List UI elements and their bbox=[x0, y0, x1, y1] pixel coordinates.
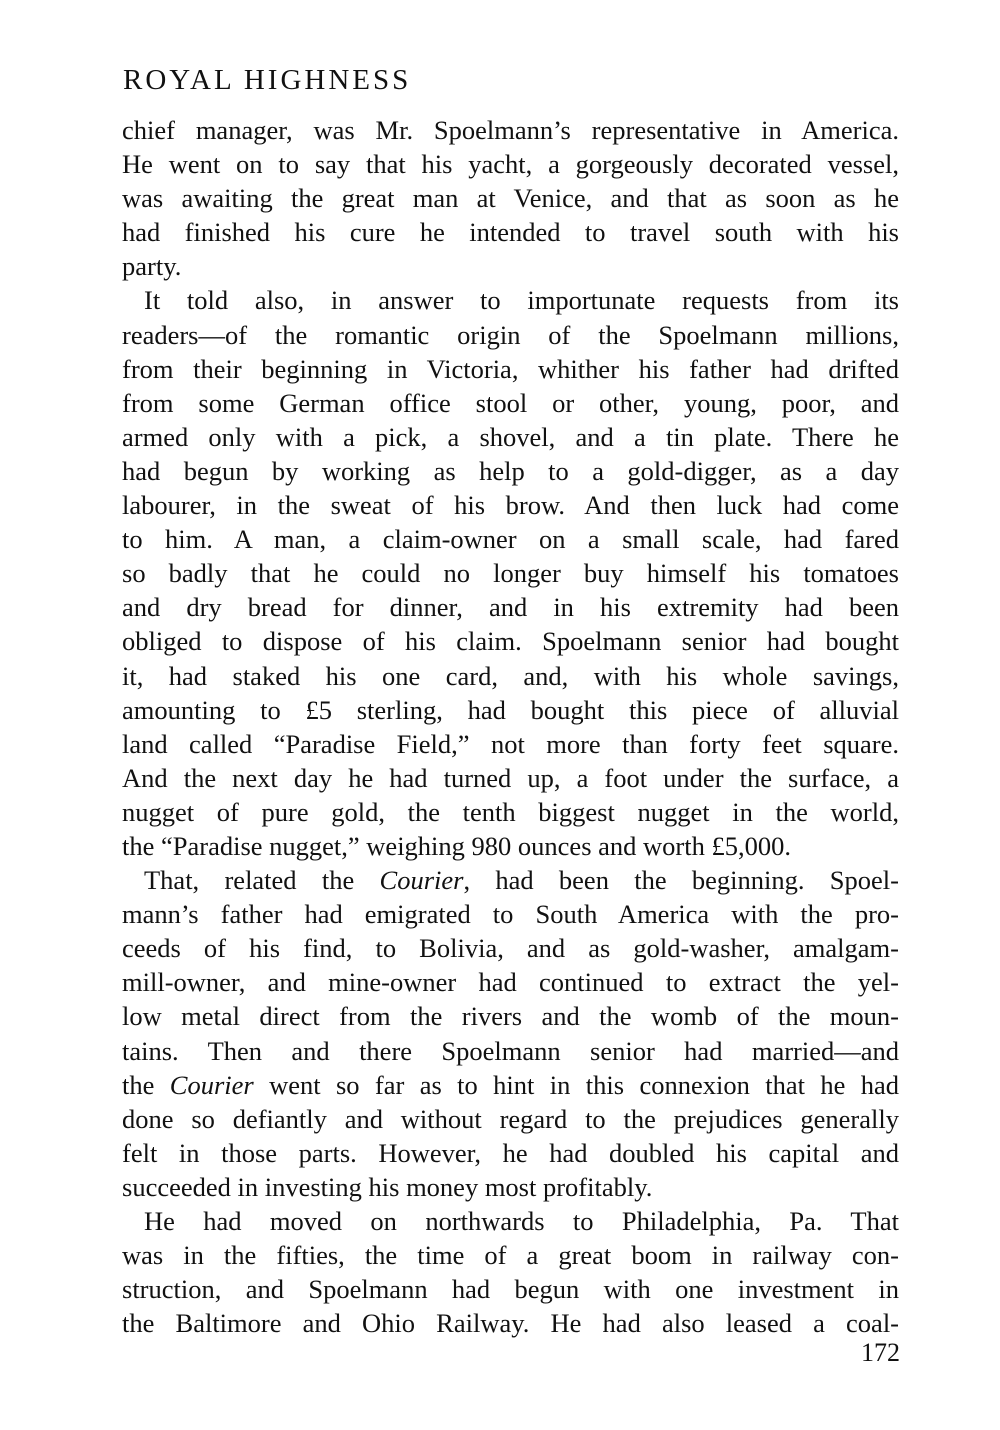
text-line: to him. A man, a claim-owner on a small scale, had fared bbox=[122, 524, 899, 555]
text-line: from their beginning in Victoria, whither his father had drifted bbox=[122, 353, 899, 384]
text-line: nugget of pure gold, the tenth biggest nugget in the world, bbox=[122, 796, 899, 827]
text-line: He went on to say that his yacht, a gorgeously decorated vessel, bbox=[122, 149, 899, 180]
text-line: labourer, in the sweat of his brow. And then luck had come bbox=[122, 490, 899, 521]
text-line: was awaiting the great man at Venice, and that as soon as he bbox=[122, 183, 899, 214]
text-line: It told also, in answer to importunate requests from its bbox=[144, 285, 899, 316]
text-line: obliged to dispose of his claim. Spoelmann senior had bought bbox=[122, 626, 899, 657]
text-line: the Baltimore and Ohio Railway. He had also leased a coal- bbox=[122, 1308, 899, 1339]
text-line: it, had staked his one card, and, with his whole savings, bbox=[122, 660, 899, 691]
running-head: ROYAL HIGHNESS bbox=[123, 64, 412, 96]
text-line: struction, and Spoelmann had begun with one investment in bbox=[122, 1274, 899, 1305]
text-line: was in the fifties, the time of a great boom in railway con- bbox=[122, 1240, 899, 1271]
text-line: land called “Paradise Field,” not more than forty feet square. bbox=[122, 728, 899, 759]
italic-title: Courier bbox=[379, 865, 464, 896]
text-segment: the bbox=[122, 1069, 170, 1100]
text-line: from some German office stool or other, young, poor, and bbox=[122, 387, 899, 418]
text-line: and dry bread for dinner, and in his extremity had been bbox=[122, 592, 899, 623]
text-line: amounting to £5 sterling, had bought this piece of alluvial bbox=[122, 694, 899, 725]
text-line: done so defiantly and without regard to the prejudices generally bbox=[122, 1103, 899, 1134]
text-segment: That, related the bbox=[144, 865, 380, 896]
text-line: the “Paradise nugget,” weighing 980 ounces and worth £5,000. bbox=[122, 830, 791, 861]
paragraph bbox=[122, 283, 899, 863]
text-line bbox=[122, 1068, 899, 1102]
text-line: felt in those parts. However, he had doubled his capital and bbox=[122, 1137, 899, 1168]
body-text bbox=[122, 113, 899, 1340]
text-line: And the next day he had turned up, a foot under the surface, a bbox=[122, 762, 899, 793]
text-line: armed only with a pick, a shovel, and a tin plate. There he bbox=[122, 421, 899, 452]
text-line: succeeded in investing his money most profitably. bbox=[122, 1171, 653, 1202]
text-line: He had moved on northwards to Philadelphia, Pa. That bbox=[144, 1206, 899, 1236]
text-line: mann’s father had emigrated to South America with the pro- bbox=[122, 899, 899, 930]
page-number: 172 bbox=[861, 1338, 900, 1367]
text-segment: went so far as to hint in this connexion that he had bbox=[253, 1069, 900, 1100]
text-line: chief manager, was Mr. Spoelmann’s representative in America. bbox=[122, 115, 899, 145]
paragraph bbox=[122, 1204, 899, 1340]
text-line: ceeds of his find, to Bolivia, and as gold-washer, amalgam- bbox=[122, 933, 899, 964]
text-line: tains. Then and there Spoelmann senior had married—and bbox=[122, 1035, 899, 1066]
italic-title: Courier bbox=[169, 1069, 254, 1100]
text-line bbox=[122, 863, 899, 897]
text-line: party. bbox=[122, 251, 182, 282]
text-line: had finished his cure he intended to travel south with his bbox=[122, 217, 899, 248]
text-line: low metal direct from the rivers and the womb of the moun- bbox=[122, 1001, 899, 1032]
text-line: readers—of the romantic origin of the Spoelmann millions, bbox=[122, 319, 899, 350]
text-line: had begun by working as help to a gold-digger, as a day bbox=[122, 455, 899, 486]
paragraph bbox=[122, 113, 899, 283]
text-line: so badly that he could no longer buy himself his tomatoes bbox=[122, 558, 899, 589]
text-line: mill-owner, and mine-owner had continued to extract the yel- bbox=[122, 967, 899, 998]
text-segment: , had been the beginning. Spoel- bbox=[463, 865, 899, 896]
paragraph bbox=[122, 863, 899, 1204]
